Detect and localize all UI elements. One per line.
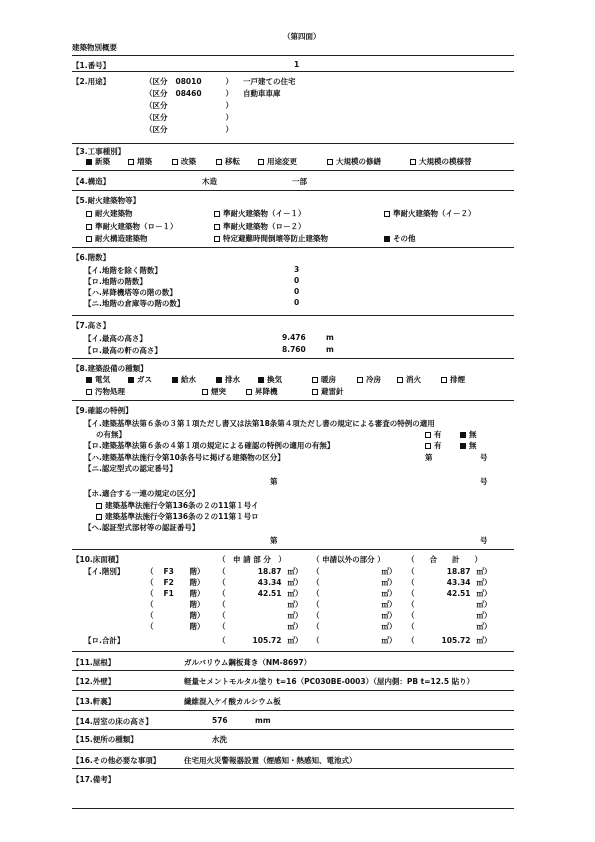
sum-total: （ 105.72 ㎡） [407, 636, 492, 645]
building-number: 1 [294, 60, 300, 69]
checkbox-icon[interactable] [312, 377, 318, 383]
divider [72, 315, 514, 316]
s10-label: 【10.床面積】 [72, 555, 123, 564]
s12-label: 【12.外壁】 [72, 677, 116, 686]
s9-ro-yes: 有 [425, 440, 442, 451]
divider [72, 710, 514, 711]
checkbox-icon[interactable] [172, 377, 178, 383]
checkbox-icon[interactable] [410, 159, 416, 165]
floor-area-other: （ ㎡） [312, 578, 397, 587]
page-marker: （第四面） [283, 32, 321, 41]
checkbox-icon[interactable] [214, 236, 220, 242]
s13-label: 【13.軒裏】 [72, 697, 116, 706]
s9-i-no: 無 [460, 429, 477, 440]
s9-he-dai: 第 [270, 536, 278, 545]
fireproof-option[interactable]: 特定避難時間倒壊等防止建築物 [214, 233, 328, 244]
sum-other: （ ㎡） [312, 636, 397, 645]
regulation-option[interactable]: 建築基準法施行令第136条の２の11第１号ロ [96, 511, 259, 522]
checkbox-icon[interactable] [216, 377, 222, 383]
fireproof-option[interactable]: 準耐火建築物（イ－１） [214, 208, 306, 219]
checkbox-icon[interactable] [86, 236, 92, 242]
checkbox-icon[interactable] [327, 159, 333, 165]
floor-row: （ 階） [146, 600, 205, 609]
work-type-option[interactable]: 増築 [128, 156, 152, 167]
checkbox-icon[interactable] [384, 236, 390, 242]
checkbox-icon[interactable] [128, 377, 134, 383]
s9-ho-text: 【ホ.適合する一連の規定の区分】 [84, 489, 200, 498]
s15-label: 【15.便所の種類】 [72, 735, 138, 744]
floor-area-other: （ ㎡） [312, 567, 397, 576]
equipment-option[interactable]: 煙突 [202, 386, 226, 397]
floor-count-label: 【ロ.地階の階数】 [84, 277, 147, 286]
usage-row: （区分 ） [145, 113, 233, 122]
equipment-option[interactable]: 排煙 [441, 374, 465, 385]
s3-label: 【3.工事種別】 [72, 147, 126, 156]
s9-ro-no: 無 [460, 440, 477, 451]
equipment-option[interactable]: 暖房 [312, 374, 336, 385]
equipment-option[interactable]: 汚物処理 [86, 386, 125, 397]
s9-ha-text: 【ハ.建築基準法施行令第10条各号に掲げる建築物の区分】 [84, 453, 285, 462]
divider [72, 190, 514, 191]
divider [72, 55, 514, 56]
divider [72, 549, 514, 550]
floor-row: （ 階） [146, 622, 205, 631]
fireproof-option[interactable]: 準耐火建築物（ロ－１） [86, 221, 178, 232]
equipment-option[interactable]: 消火 [397, 374, 421, 385]
height-label: 【イ.最高の高さ】 [84, 334, 147, 343]
s8-label: 【8.建築設備の種類】 [72, 364, 148, 373]
work-type-option[interactable]: 大規模の模様替 [410, 156, 472, 167]
s9-i-text: 【イ.建築基準法第６条の３第１項ただし書又は法第18条第４項ただし書の規定による審査の特例の適用 [84, 419, 435, 428]
divider [72, 71, 514, 72]
floor-area-total: （ ㎡） [407, 622, 492, 631]
floor-area-total: （ ㎡） [407, 600, 492, 609]
floor-height-unit: mm [255, 716, 271, 725]
checkbox-icon[interactable] [128, 159, 134, 165]
checkbox-icon[interactable] [86, 224, 92, 230]
checkbox-icon[interactable] [86, 159, 92, 165]
floor-area-total: （ 42.51 ㎡） [407, 589, 492, 598]
checkbox-icon[interactable] [384, 211, 390, 217]
checkbox-icon[interactable] [96, 514, 102, 520]
equipment-option[interactable]: 電気 [86, 374, 110, 385]
s4-label: 【4.構造】 [72, 177, 111, 186]
checkbox-icon[interactable] [86, 377, 92, 383]
s16-label: 【16.その他必要な事項】 [72, 756, 161, 765]
divider [72, 749, 514, 750]
sum-row: （ 105.72 ㎡） [218, 636, 303, 645]
structure-partial: 一部 [292, 177, 307, 186]
divider [72, 170, 514, 171]
floor-area-total: （ 43.34 ㎡） [407, 578, 492, 587]
floor-count-value: 0 [294, 276, 300, 285]
equipment-option[interactable]: 排水 [216, 374, 240, 385]
height-value: 9.476 [282, 333, 306, 342]
col-header-total: （ 合 計 ） [407, 555, 482, 564]
floor-area-other: （ ㎡） [312, 600, 397, 609]
work-type-option[interactable]: 大規模の修繕 [327, 156, 381, 167]
usage-row: （区分 ） [145, 101, 233, 110]
divider [72, 651, 514, 652]
divider [72, 247, 514, 248]
work-type-option[interactable]: 移転 [216, 156, 240, 167]
s9-he-text: 【ヘ.認証型式部材等の認証番号】 [84, 523, 200, 532]
work-type-option[interactable]: 改築 [172, 156, 196, 167]
divider [72, 143, 514, 144]
height-label: 【ロ.最高の軒の高さ】 [84, 346, 162, 355]
height-unit: m [326, 333, 334, 342]
floor-area-application: （ 18.87 ㎡） [218, 567, 303, 576]
roof-value: ガルバリウム鋼板葺き（NM-8697） [184, 658, 312, 667]
fireproof-option[interactable]: 準耐火建築物（ロ－２） [214, 221, 306, 232]
usage-row: （区分 08460 ） 自動車車庫 [145, 89, 281, 98]
divider [72, 690, 514, 691]
soffit-value: 繊維混入ケイ酸カルシウム板 [184, 697, 281, 706]
checkbox-icon[interactable] [96, 503, 102, 509]
checkbox-icon[interactable] [86, 389, 92, 395]
s9-ro-text: 【ロ.建築基準法第６条の４第１項の規定による確認の特例の適用の有無】 [84, 441, 335, 450]
exterior-wall-value: 軽量セメントモルタル塗り t=16（PC030BE-0003）（屋内側：PB t=12.5 貼り） [184, 677, 475, 686]
divider [72, 400, 514, 401]
floor-count-label: 【イ.地階を除く階数】 [84, 266, 162, 275]
s7-label: 【7.高さ】 [72, 321, 111, 330]
floor-area-total: （ 18.87 ㎡） [407, 567, 492, 576]
s1-label: 【1.番号】 [72, 61, 111, 70]
floor-area-other: （ ㎡） [312, 611, 397, 620]
floor-area-application: （ ㎡） [218, 622, 303, 631]
fireproof-option[interactable]: 準耐火建築物（イ－２） [384, 208, 476, 219]
floor-count-value: 0 [294, 287, 300, 296]
divider [72, 670, 514, 671]
checkbox-icon[interactable] [357, 377, 363, 383]
checkbox-icon[interactable] [214, 211, 220, 217]
equipment-option[interactable]: ガス [128, 374, 152, 385]
floor-area-total: （ ㎡） [407, 611, 492, 620]
floor-area-application: （ 43.34 ㎡） [218, 578, 303, 587]
s9-i-text2: の有無】 [96, 430, 126, 439]
doc-title: 建築物別概要 [72, 43, 117, 52]
checkbox-icon[interactable] [441, 377, 447, 383]
s9-ni-dai: 第 [270, 477, 278, 486]
s9-label: 【9.確認の特例】 [72, 406, 133, 415]
per-floor-label: 【イ.階別】 [84, 567, 125, 576]
fireproof-option[interactable]: 耐火建築物 [86, 208, 133, 219]
floor-area-application: （ ㎡） [218, 611, 303, 620]
checkbox-icon[interactable] [246, 389, 252, 395]
sum-label: 【ロ.合計】 [84, 636, 125, 645]
floor-row: （ F1 階） [146, 589, 205, 598]
equipment-option[interactable]: 昇降機 [246, 386, 278, 397]
equipment-option[interactable]: 冷房 [357, 374, 381, 385]
floor-area-application: （ 42.51 ㎡） [218, 589, 303, 598]
s9-ni-go: 号 [480, 477, 488, 486]
fireproof-option[interactable]: その他 [384, 233, 416, 244]
checkbox-icon[interactable] [216, 159, 222, 165]
divider [72, 358, 514, 359]
checkbox-icon[interactable] [312, 389, 318, 395]
floor-count-label: 【ニ.地階の倉庫等の階の数】 [84, 299, 185, 308]
floor-row: （ F2 階） [146, 578, 205, 587]
structure-value: 木造 [202, 177, 217, 186]
checkbox-icon[interactable] [86, 211, 92, 217]
s6-label: 【6.階数】 [72, 253, 111, 262]
height-unit: m [326, 345, 334, 354]
checkbox-icon[interactable] [258, 377, 264, 383]
s17-label: 【17.備考】 [72, 775, 116, 784]
divider [72, 729, 514, 730]
work-type-option[interactable]: 新築 [86, 156, 110, 167]
equipment-option[interactable]: 給水 [172, 374, 196, 385]
equipment-option[interactable]: 避雷針 [312, 386, 344, 397]
s9-ha-dai: 第 [425, 453, 433, 462]
work-type-option[interactable]: 用途変更 [258, 156, 297, 167]
regulation-option[interactable]: 建築基準法施行令第136条の２の11第１号イ [96, 500, 259, 511]
s9-ha-go: 号 [480, 453, 488, 462]
col-header-other: （ 申請以外の部分 ） [312, 555, 385, 564]
divider [72, 808, 514, 809]
floor-height-value: 576 [212, 716, 228, 725]
s9-he-go: 号 [480, 536, 488, 545]
floor-count-value: 3 [294, 265, 300, 274]
s9-ni-text: 【ニ.認定型式の認定番号】 [84, 464, 177, 473]
checkbox-icon[interactable] [258, 159, 264, 165]
usage-row: （区分 ） [145, 125, 233, 134]
s14-label: 【14.居室の床の高さ】 [72, 717, 153, 726]
checkbox-icon[interactable] [397, 377, 403, 383]
col-header-application: （ 申 請 部 分 ） [218, 555, 286, 564]
height-value: 8.760 [282, 345, 306, 354]
divider [72, 768, 514, 769]
floor-count-label: 【ハ.昇降機塔等の階の数】 [84, 288, 177, 297]
s2-label: 【2.用途】 [72, 77, 111, 86]
floor-area-other: （ ㎡） [312, 589, 397, 598]
other-matters-value: 住宅用火災警報器設置（煙感知・熱感知、電池式） [184, 756, 357, 765]
s5-label: 【5.耐火建築物等】 [72, 196, 141, 205]
floor-row: （ 階） [146, 611, 205, 620]
fireproof-option[interactable]: 耐火構造建築物 [86, 233, 148, 244]
checkbox-icon[interactable] [202, 389, 208, 395]
checkbox-icon[interactable] [172, 159, 178, 165]
s11-label: 【11.屋根】 [72, 658, 116, 667]
floor-count-value: 0 [294, 298, 300, 307]
floor-area-other: （ ㎡） [312, 622, 397, 631]
usage-row: （区分 08010 ） 一戸建ての住宅 [145, 77, 296, 86]
floor-area-application: （ ㎡） [218, 600, 303, 609]
floor-row: （ F3 階） [146, 567, 205, 576]
toilet-value: 水洗 [212, 735, 227, 744]
checkbox-icon[interactable] [214, 224, 220, 230]
s9-i-yes: 有 [425, 429, 442, 440]
equipment-option[interactable]: 換気 [258, 374, 282, 385]
